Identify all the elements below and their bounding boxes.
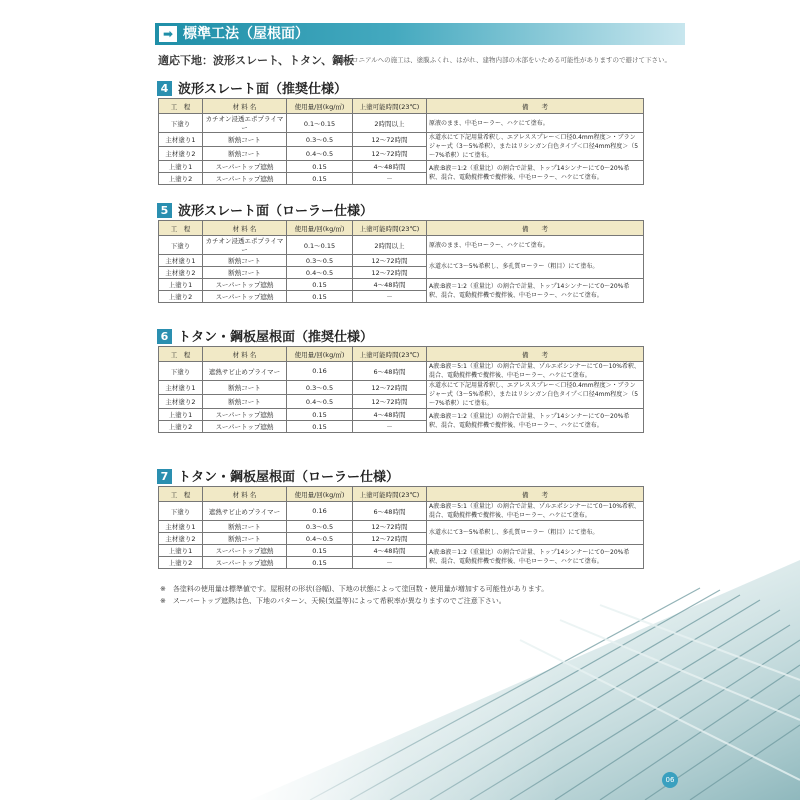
- cell-time: 4～48時間: [353, 279, 427, 291]
- cell-amount: 0.4～0.5: [287, 267, 353, 279]
- table-row: [159, 161, 644, 173]
- section-number: 6: [157, 329, 172, 344]
- cell-step: 上塗り2: [159, 557, 203, 569]
- cell-note: A液:B液＝5:1（重量比）の割合で計量、ゾルエポシンナーにて0～10%希釈、混合、電動撹拌機で攪拌後、中毛ローラー、ハケにて塗布。: [427, 502, 644, 521]
- cell-amount: 0.4～0.5: [287, 147, 353, 161]
- cell-time: 6～48時間: [353, 502, 427, 521]
- substrate-note: ※コロニアルへの施工は、塗膜ふくれ、はがれ、建物内部の木部をいためる可能性がありますので避けて下さい。: [340, 56, 671, 64]
- cell-amount: 0.15: [287, 409, 353, 421]
- cell-material: スーパートップ遮熱: [203, 161, 287, 173]
- cell-time: 12～72時間: [353, 533, 427, 545]
- cell-note: 水道水にて下記用量希釈し、エアレススプレー＜口径0.4mm程度＞・ブランジャー式（3～5%希釈）、またはリシンガン白色タイプ＜口径4mm程度＞（5～7%希釈）にて塗布。: [427, 133, 644, 161]
- cell-amount: 0.4～0.5: [287, 395, 353, 409]
- cell-note: 水道水にて3～5%希釈し、多孔質ローラー（粗目）にて塗布。: [427, 255, 644, 279]
- cell-step: 上塗り1: [159, 279, 203, 291]
- column-header: 使用量/回(kg/㎡): [287, 487, 353, 502]
- cell-step: 下塗り: [159, 114, 203, 133]
- cell-step: 上塗り1: [159, 545, 203, 557]
- cell-time: 4～48時間: [353, 409, 427, 421]
- spec-table: [158, 486, 644, 569]
- section-number: 7: [157, 469, 172, 484]
- cell-material: 断熱コート: [203, 521, 287, 533]
- column-header: 材 料 名: [203, 347, 287, 362]
- table-header-row: [159, 99, 644, 114]
- table-header-row: [159, 347, 644, 362]
- cell-note: A液:B液＝1:2（重量比）の割合で計量、トップ14シンナーにて0～20%希釈、混合、電動撹拌機で攪拌後、中毛ローラー、ハケにて塗布。: [427, 545, 644, 569]
- column-header: 材 料 名: [203, 487, 287, 502]
- cell-amount: 0.15: [287, 421, 353, 433]
- cell-material: スーパートップ遮熱: [203, 421, 287, 433]
- page-number: 06: [662, 772, 678, 788]
- cell-step: 上塗り2: [159, 173, 203, 185]
- substrate-label: 適応下地：波形スレート、トタン、鋼板: [158, 54, 355, 67]
- cell-material: カチオン浸透エポプライマー: [203, 236, 287, 255]
- table-row: [159, 236, 644, 255]
- cell-amount: 0.15: [287, 279, 353, 291]
- column-header: 備 考: [427, 221, 644, 236]
- cell-time: 12～72時間: [353, 521, 427, 533]
- cell-material: スーパートップ遮熱: [203, 557, 287, 569]
- cell-note: A液:B液＝1:2（重量比）の割合で計量、トップ14シンナーにて0～20%希釈、混合、電動撹拌機で攪拌後、中毛ローラー、ハケにて塗布。: [427, 409, 644, 433]
- page-title: 標準工法（屋根面）: [183, 26, 309, 42]
- table-row: [159, 133, 644, 147]
- column-header: 工 程: [159, 487, 203, 502]
- column-header: 備 考: [427, 99, 644, 114]
- cell-time: 12～72時間: [353, 255, 427, 267]
- column-header: 工 程: [159, 221, 203, 236]
- cell-note: 原液のまま、中毛ローラー、ハケにて塗布。: [427, 236, 644, 255]
- table-row: [159, 381, 644, 395]
- table-row: [159, 409, 644, 421]
- cell-time: 4～48時間: [353, 161, 427, 173]
- cell-material: 断熱コート: [203, 395, 287, 409]
- cell-amount: 0.3～0.5: [287, 381, 353, 395]
- cell-note: A液:B液＝5:1（重量比）の割合で計量、ゾルエポシンナーにて0～10%希釈、混合、電動撹拌機で攪拌後、中毛ローラー、ハケにて塗布。: [427, 362, 644, 381]
- cell-time: 4～48時間: [353, 545, 427, 557]
- cell-note: 原液のまま、中毛ローラー、ハケにて塗布。: [427, 114, 644, 133]
- cell-step: 上塗り1: [159, 409, 203, 421]
- cell-amount: 0.1～0.15: [287, 236, 353, 255]
- cell-amount: 0.1～0.15: [287, 114, 353, 133]
- column-header: 使用量/回(kg/㎡): [287, 347, 353, 362]
- cell-step: 主材塗り2: [159, 147, 203, 161]
- cell-step: 主材塗り1: [159, 521, 203, 533]
- cell-note: 水道水にて下記用量希釈し、エアレススプレー＜口径0.4mm程度＞・ブランジャー式（3～5%希釈）、またはリシンガン白色タイプ＜口径4mm程度＞（5～7%希釈）にて塗布。: [427, 381, 644, 409]
- cell-step: 下塗り: [159, 236, 203, 255]
- section-number: 5: [157, 203, 172, 218]
- cell-step: 主材塗り1: [159, 255, 203, 267]
- cell-step: 下塗り: [159, 362, 203, 381]
- cell-step: 主材塗り1: [159, 381, 203, 395]
- table-row: [159, 279, 644, 291]
- spec-table: [158, 220, 644, 303]
- cell-time: －: [353, 291, 427, 303]
- cell-step: 主材塗り2: [159, 267, 203, 279]
- cell-amount: 0.15: [287, 545, 353, 557]
- cell-note: A液:B液＝1:2（重量比）の割合で計量、トップ14シンナーにて0～20%希釈、混合、電動撹拌機で攪拌後、中毛ローラー、ハケにて塗布。: [427, 279, 644, 303]
- cell-time: －: [353, 421, 427, 433]
- cell-amount: 0.15: [287, 173, 353, 185]
- column-header: 材 料 名: [203, 221, 287, 236]
- column-header: 材 料 名: [203, 99, 287, 114]
- cell-amount: 0.3～0.5: [287, 255, 353, 267]
- cell-step: 下塗り: [159, 502, 203, 521]
- cell-amount: 0.3～0.5: [287, 521, 353, 533]
- cell-time: －: [353, 173, 427, 185]
- footnote: ※ スーパートップ遮熱は色、下地のパターン、天候(気温等)によって希釈率が異なりますのでご注意下さい。: [160, 597, 506, 605]
- cell-time: 12～72時間: [353, 395, 427, 409]
- cell-step: 主材塗り2: [159, 533, 203, 545]
- cell-amount: 0.15: [287, 557, 353, 569]
- cell-step: 上塗り1: [159, 161, 203, 173]
- column-header: 備 考: [427, 347, 644, 362]
- section-number: 4: [157, 81, 172, 96]
- column-header: 上塗可能時間(23℃): [353, 487, 427, 502]
- footnote: ※ 各塗料の使用量は標準値です。屋根材の形状(谷幅)、下地の状態によって塗回数・使用量が増加する可能性があります。: [160, 585, 549, 593]
- cell-material: 断熱コート: [203, 255, 287, 267]
- section-title-text: 波形スレート面（ローラー仕様）: [178, 204, 374, 219]
- cell-material: カチオン浸透エポプライマー: [203, 114, 287, 133]
- cell-material: スーパートップ遮熱: [203, 291, 287, 303]
- table-header-row: [159, 221, 644, 236]
- column-header: 使用量/回(kg/㎡): [287, 99, 353, 114]
- cell-amount: 0.15: [287, 161, 353, 173]
- cell-time: 12～72時間: [353, 133, 427, 147]
- cell-material: スーパートップ遮熱: [203, 279, 287, 291]
- cell-time: 12～72時間: [353, 381, 427, 395]
- cell-note: 水道水にて3～5%希釈し、多孔質ローラー（粗目）にて塗布。: [427, 521, 644, 545]
- table-row: [159, 502, 644, 521]
- cell-time: 12～72時間: [353, 147, 427, 161]
- table-header-row: [159, 487, 644, 502]
- section-title: [157, 78, 347, 96]
- section-title-text: トタン・鋼板屋根面（ローラー仕様）: [178, 470, 400, 485]
- cell-amount: 0.3～0.5: [287, 133, 353, 147]
- cell-material: 断熱コート: [203, 533, 287, 545]
- table-row: [159, 545, 644, 557]
- cell-step: 上塗り2: [159, 421, 203, 433]
- section-title: [157, 200, 373, 218]
- cell-material: 断熱コート: [203, 147, 287, 161]
- table-row: [159, 521, 644, 533]
- cell-step: 上塗り2: [159, 291, 203, 303]
- cell-material: 断熱コート: [203, 133, 287, 147]
- cell-material: 断熱コート: [203, 381, 287, 395]
- table-row: [159, 114, 644, 133]
- cell-step: 主材塗り2: [159, 395, 203, 409]
- table-row: [159, 362, 644, 381]
- arrow-right-icon: ➡: [159, 26, 177, 42]
- cell-material: スーパートップ遮熱: [203, 173, 287, 185]
- column-header: 備 考: [427, 487, 644, 502]
- cell-time: 6～48時間: [353, 362, 427, 381]
- table-row: [159, 255, 644, 267]
- cell-time: 2時間以上: [353, 236, 427, 255]
- column-header: 上塗可能時間(23℃): [353, 99, 427, 114]
- section-header-bar: [155, 23, 685, 45]
- column-header: 工 程: [159, 347, 203, 362]
- spec-table: [158, 346, 644, 433]
- cell-amount: 0.4～0.5: [287, 533, 353, 545]
- cell-time: 12～72時間: [353, 267, 427, 279]
- spec-table: [158, 98, 644, 185]
- column-header: 上塗可能時間(23℃): [353, 221, 427, 236]
- column-header: 上塗可能時間(23℃): [353, 347, 427, 362]
- cell-material: 断熱コート: [203, 267, 287, 279]
- section-title: [157, 466, 399, 484]
- section-title-text: 波形スレート面（推奨仕様）: [178, 82, 348, 97]
- cell-note: A液:B液＝1:2（重量比）の割合で計量、トップ14シンナーにて0～20%希釈、混合、電動撹拌機で攪拌後、中毛ローラー、ハケにて塗布。: [427, 161, 644, 185]
- column-header: 使用量/回(kg/㎡): [287, 221, 353, 236]
- cell-amount: 0.15: [287, 291, 353, 303]
- cell-material: 遮熱サビ止めプライマー: [203, 502, 287, 521]
- cell-time: －: [353, 557, 427, 569]
- column-header: 工 程: [159, 99, 203, 114]
- cell-step: 主材塗り1: [159, 133, 203, 147]
- section-title-text: トタン・鋼板屋根面（推奨仕様）: [178, 330, 374, 345]
- cell-material: 遮熱サビ止めプライマー: [203, 362, 287, 381]
- cell-material: スーパートップ遮熱: [203, 545, 287, 557]
- cell-time: 2時間以上: [353, 114, 427, 133]
- cell-amount: 0.16: [287, 362, 353, 381]
- cell-amount: 0.16: [287, 502, 353, 521]
- section-title: [157, 326, 373, 344]
- cell-material: スーパートップ遮熱: [203, 409, 287, 421]
